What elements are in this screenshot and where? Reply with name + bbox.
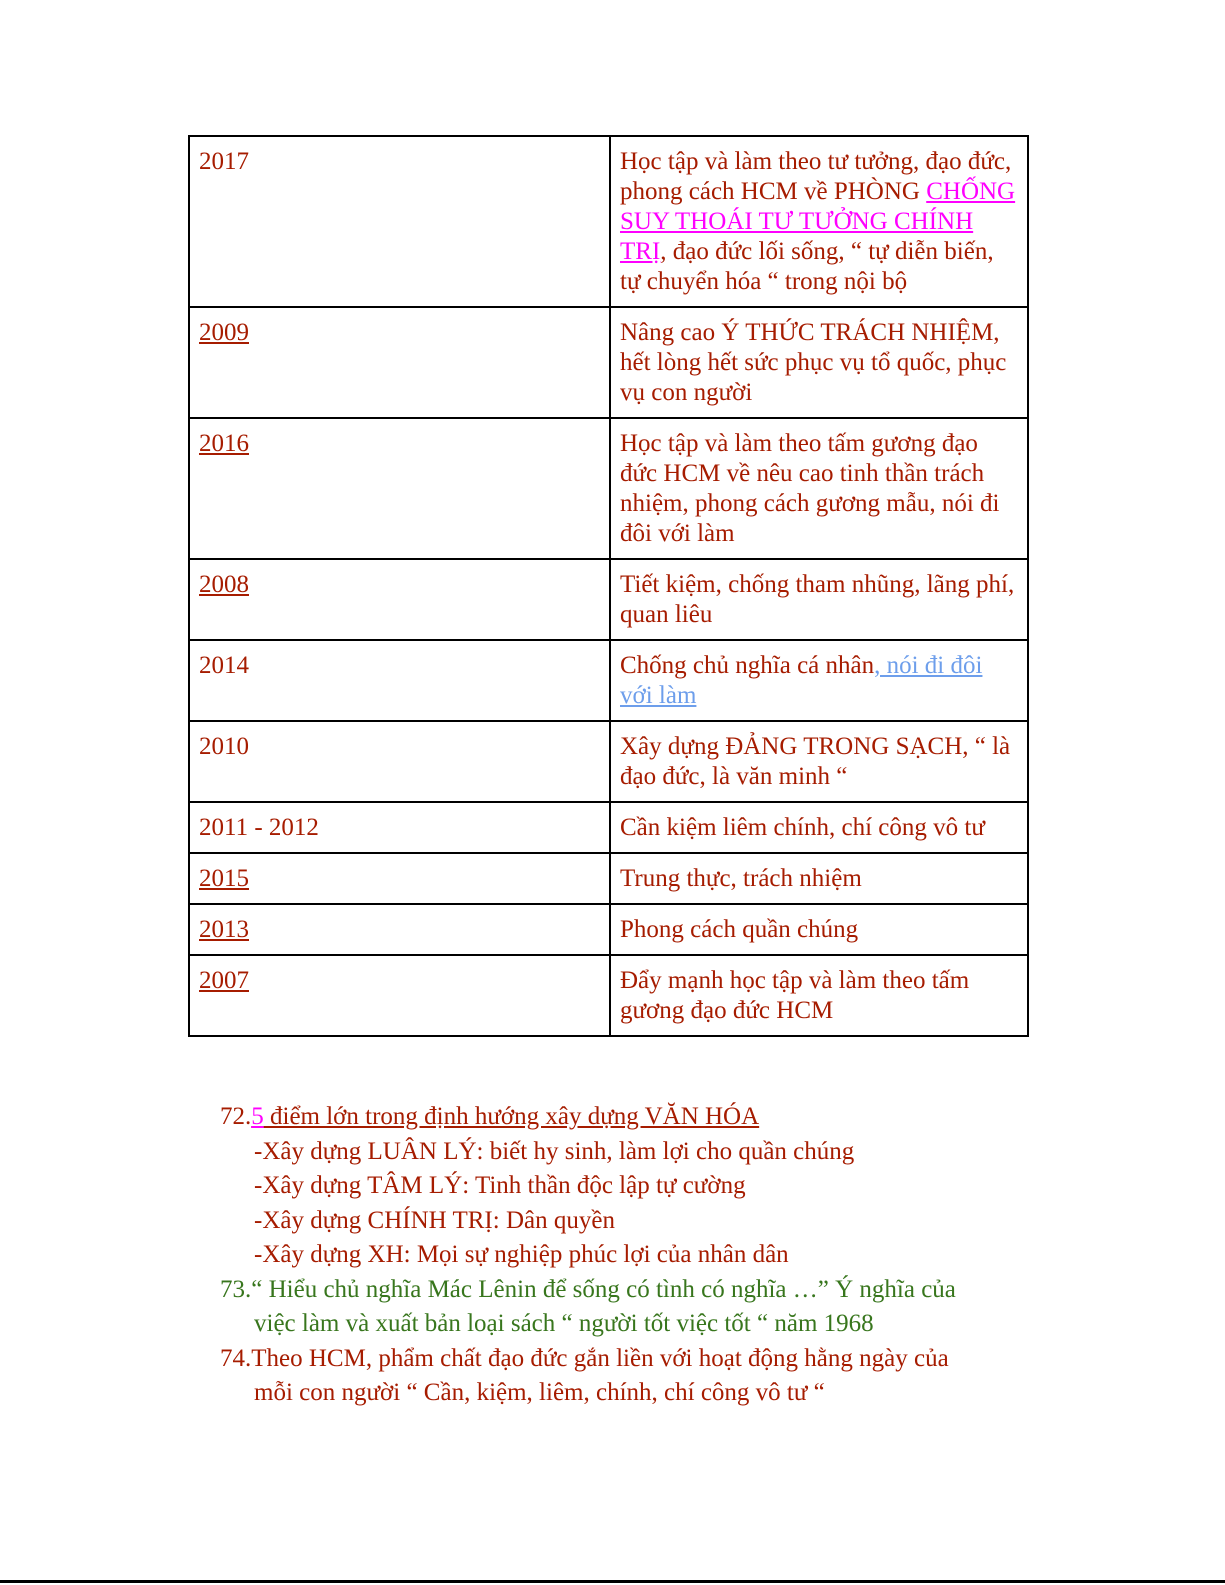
note-72-title-number: 5: [251, 1103, 264, 1130]
year-cell: [189, 904, 610, 955]
description-text: Nâng cao Ý THỨC TRÁCH NHIỆM, hết lòng hết sức phục vụ tổ quốc, phục vụ con người: [620, 319, 1007, 406]
year-text: 2011 - 2012: [199, 814, 319, 841]
description-cell: [610, 904, 1028, 955]
description-link-text: , nói đi đôi với làm: [620, 652, 983, 709]
note-72-heading: [220, 1100, 1040, 1135]
description-text: , đạo đức lối sống, “ tự diễn biến, tự chuyển hóa “ trong nội bộ: [620, 238, 994, 295]
description-text: Xây dựng ĐẢNG TRONG SẠCH, “ là đạo đức, là văn minh “: [620, 733, 1011, 790]
description-cell: [610, 802, 1028, 853]
year-text: 2007: [199, 967, 249, 994]
year-cell: [189, 307, 610, 418]
description-text: Học tập và làm theo tư tưởng, đạo đức, phong cách HCM về PHÒNG: [620, 148, 1012, 205]
year-text: 2009: [199, 319, 249, 346]
note-73-number: 73.: [220, 1275, 252, 1303]
year-cell: [189, 640, 610, 721]
note-74-number: 74.: [220, 1344, 252, 1372]
year-cell: [189, 955, 610, 1036]
year-text: 2016: [199, 430, 249, 457]
year-cell: [189, 802, 610, 853]
note-72-line-1: -Xây dựng LUÂN LÝ: biết hy sinh, làm lợi cho quần chúng: [254, 1137, 855, 1165]
description-text: Học tập và làm theo tấm gương đạo đức HCM về nêu cao tinh thần trách nhiệm, phong cách gương mẫu, nói đi đôi với làm: [620, 430, 1000, 547]
year-cell: [189, 853, 610, 904]
note-74-line-1: [220, 1342, 1040, 1377]
note-73-text-1: “ Hiểu chủ nghĩa Mác Lênin để sống có tình có nghĩa …” Ý nghĩa của: [251, 1275, 956, 1303]
year-cell: [189, 559, 610, 640]
year-text: 2010: [199, 733, 249, 760]
description-cell: [610, 721, 1028, 802]
table-row: [189, 955, 1028, 1036]
note-72-line-3: -Xây dựng CHÍNH TRỊ: Dân quyền: [254, 1206, 615, 1234]
year-text: 2014: [199, 652, 249, 679]
table-row: [189, 418, 1028, 559]
year-text: 2008: [199, 571, 249, 598]
note-72-line-2: -Xây dựng TÂM LÝ: Tinh thần độc lập tự cường: [254, 1172, 746, 1199]
description-cell: [610, 418, 1028, 559]
description-text: Cần kiệm liêm chính, chí công vô tư: [620, 814, 985, 841]
year-text: 2015: [199, 865, 249, 892]
table-row: [189, 559, 1028, 640]
table-row: [189, 721, 1028, 802]
note-72-line-4: -Xây dựng XH: Mọi sự nghiệp phúc lợi của nhân dân: [254, 1241, 789, 1268]
notes-section: [220, 1100, 1040, 1411]
description-text: Tiết kiệm, chống tham nhũng, lãng phí, quan liêu: [620, 571, 1015, 628]
table-row: [189, 853, 1028, 904]
table-row: [189, 136, 1028, 307]
description-cell: [610, 559, 1028, 640]
description-cell: [610, 136, 1028, 307]
table-row: [189, 307, 1028, 418]
note-74-text-1: Theo HCM, phẩm chất đạo đức gắn liền với hoạt động hằng ngày của: [251, 1344, 949, 1372]
description-text: Phong cách quần chúng: [620, 916, 859, 943]
year-cell: [189, 418, 610, 559]
note-72-number: 72.: [220, 1103, 252, 1130]
year-cell: [189, 721, 610, 802]
page-bottom-rule: [0, 1580, 1225, 1583]
note-73-line-2: việc làm và xuất bản loại sách “ người tốt việc tốt “ năm 1968: [254, 1310, 874, 1337]
table-row: [189, 904, 1028, 955]
description-text: Trung thực, trách nhiệm: [620, 865, 862, 892]
description-text: Đẩy mạnh học tập và làm theo tấm gương đạo đức HCM: [620, 967, 970, 1024]
table-row: [189, 640, 1028, 721]
timeline-table: [188, 135, 1029, 1037]
note-73-line-1: [220, 1273, 1040, 1308]
note-72-title-text: điểm lớn trong định hướng xây dựng VĂN HÓA: [263, 1103, 760, 1130]
description-link-text: CHỐNG SUY THOÁI TƯ TƯỞNG CHÍNH TRỊ: [620, 178, 1016, 265]
description-text: Chống chủ nghĩa cá nhân: [620, 652, 875, 679]
table-row: [189, 802, 1028, 853]
description-cell: [610, 640, 1028, 721]
year-cell: [189, 136, 610, 307]
description-cell: [610, 853, 1028, 904]
year-text: 2013: [199, 916, 249, 943]
description-cell: [610, 307, 1028, 418]
note-72-title: [251, 1103, 759, 1130]
year-text: 2017: [199, 148, 249, 175]
note-74-line-2: mỗi con người “ Cần, kiệm, liêm, chính, chí công vô tư “: [254, 1379, 825, 1406]
description-cell: [610, 955, 1028, 1036]
